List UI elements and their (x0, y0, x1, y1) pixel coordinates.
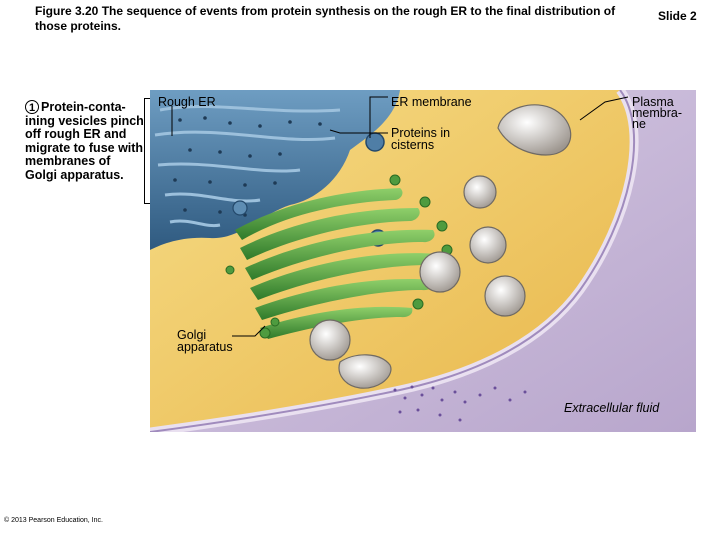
secretory-vesicle (464, 176, 496, 208)
label-extracellular-fluid: Extracellular fluid (564, 401, 660, 415)
label-rough-er: Rough ER (158, 95, 216, 109)
label-plasma-membrane: Plasma membra-ne (632, 95, 683, 131)
label-er-membrane: ER membrane (391, 95, 472, 109)
secretory-vesicle (485, 276, 525, 316)
step-number-badge: 1 (25, 100, 39, 114)
er-vesicle (366, 133, 384, 151)
label-golgi-apparatus: Golgi apparatus (177, 328, 233, 354)
secretory-vesicle (470, 227, 506, 263)
step-1-label (25, 100, 145, 182)
slide-number: Slide 2 (658, 9, 697, 23)
copyright-notice: © 2013 Pearson Education, Inc. (4, 517, 103, 524)
secretory-vesicle (310, 320, 350, 360)
step-1-text: Protein-conta-ining vesicles pinch off rough ER and migrate to fuse with membranes of Golgi apparatus. (25, 100, 144, 182)
figure-title: Figure 3.20 The sequence of events from protein synthesis on the rough ER to the final distribution of those proteins. (35, 4, 616, 33)
er-vesicle (233, 201, 247, 215)
secretory-vesicle (420, 252, 460, 292)
label-proteins-in-cisterns: Proteins in cisterns (391, 126, 451, 152)
